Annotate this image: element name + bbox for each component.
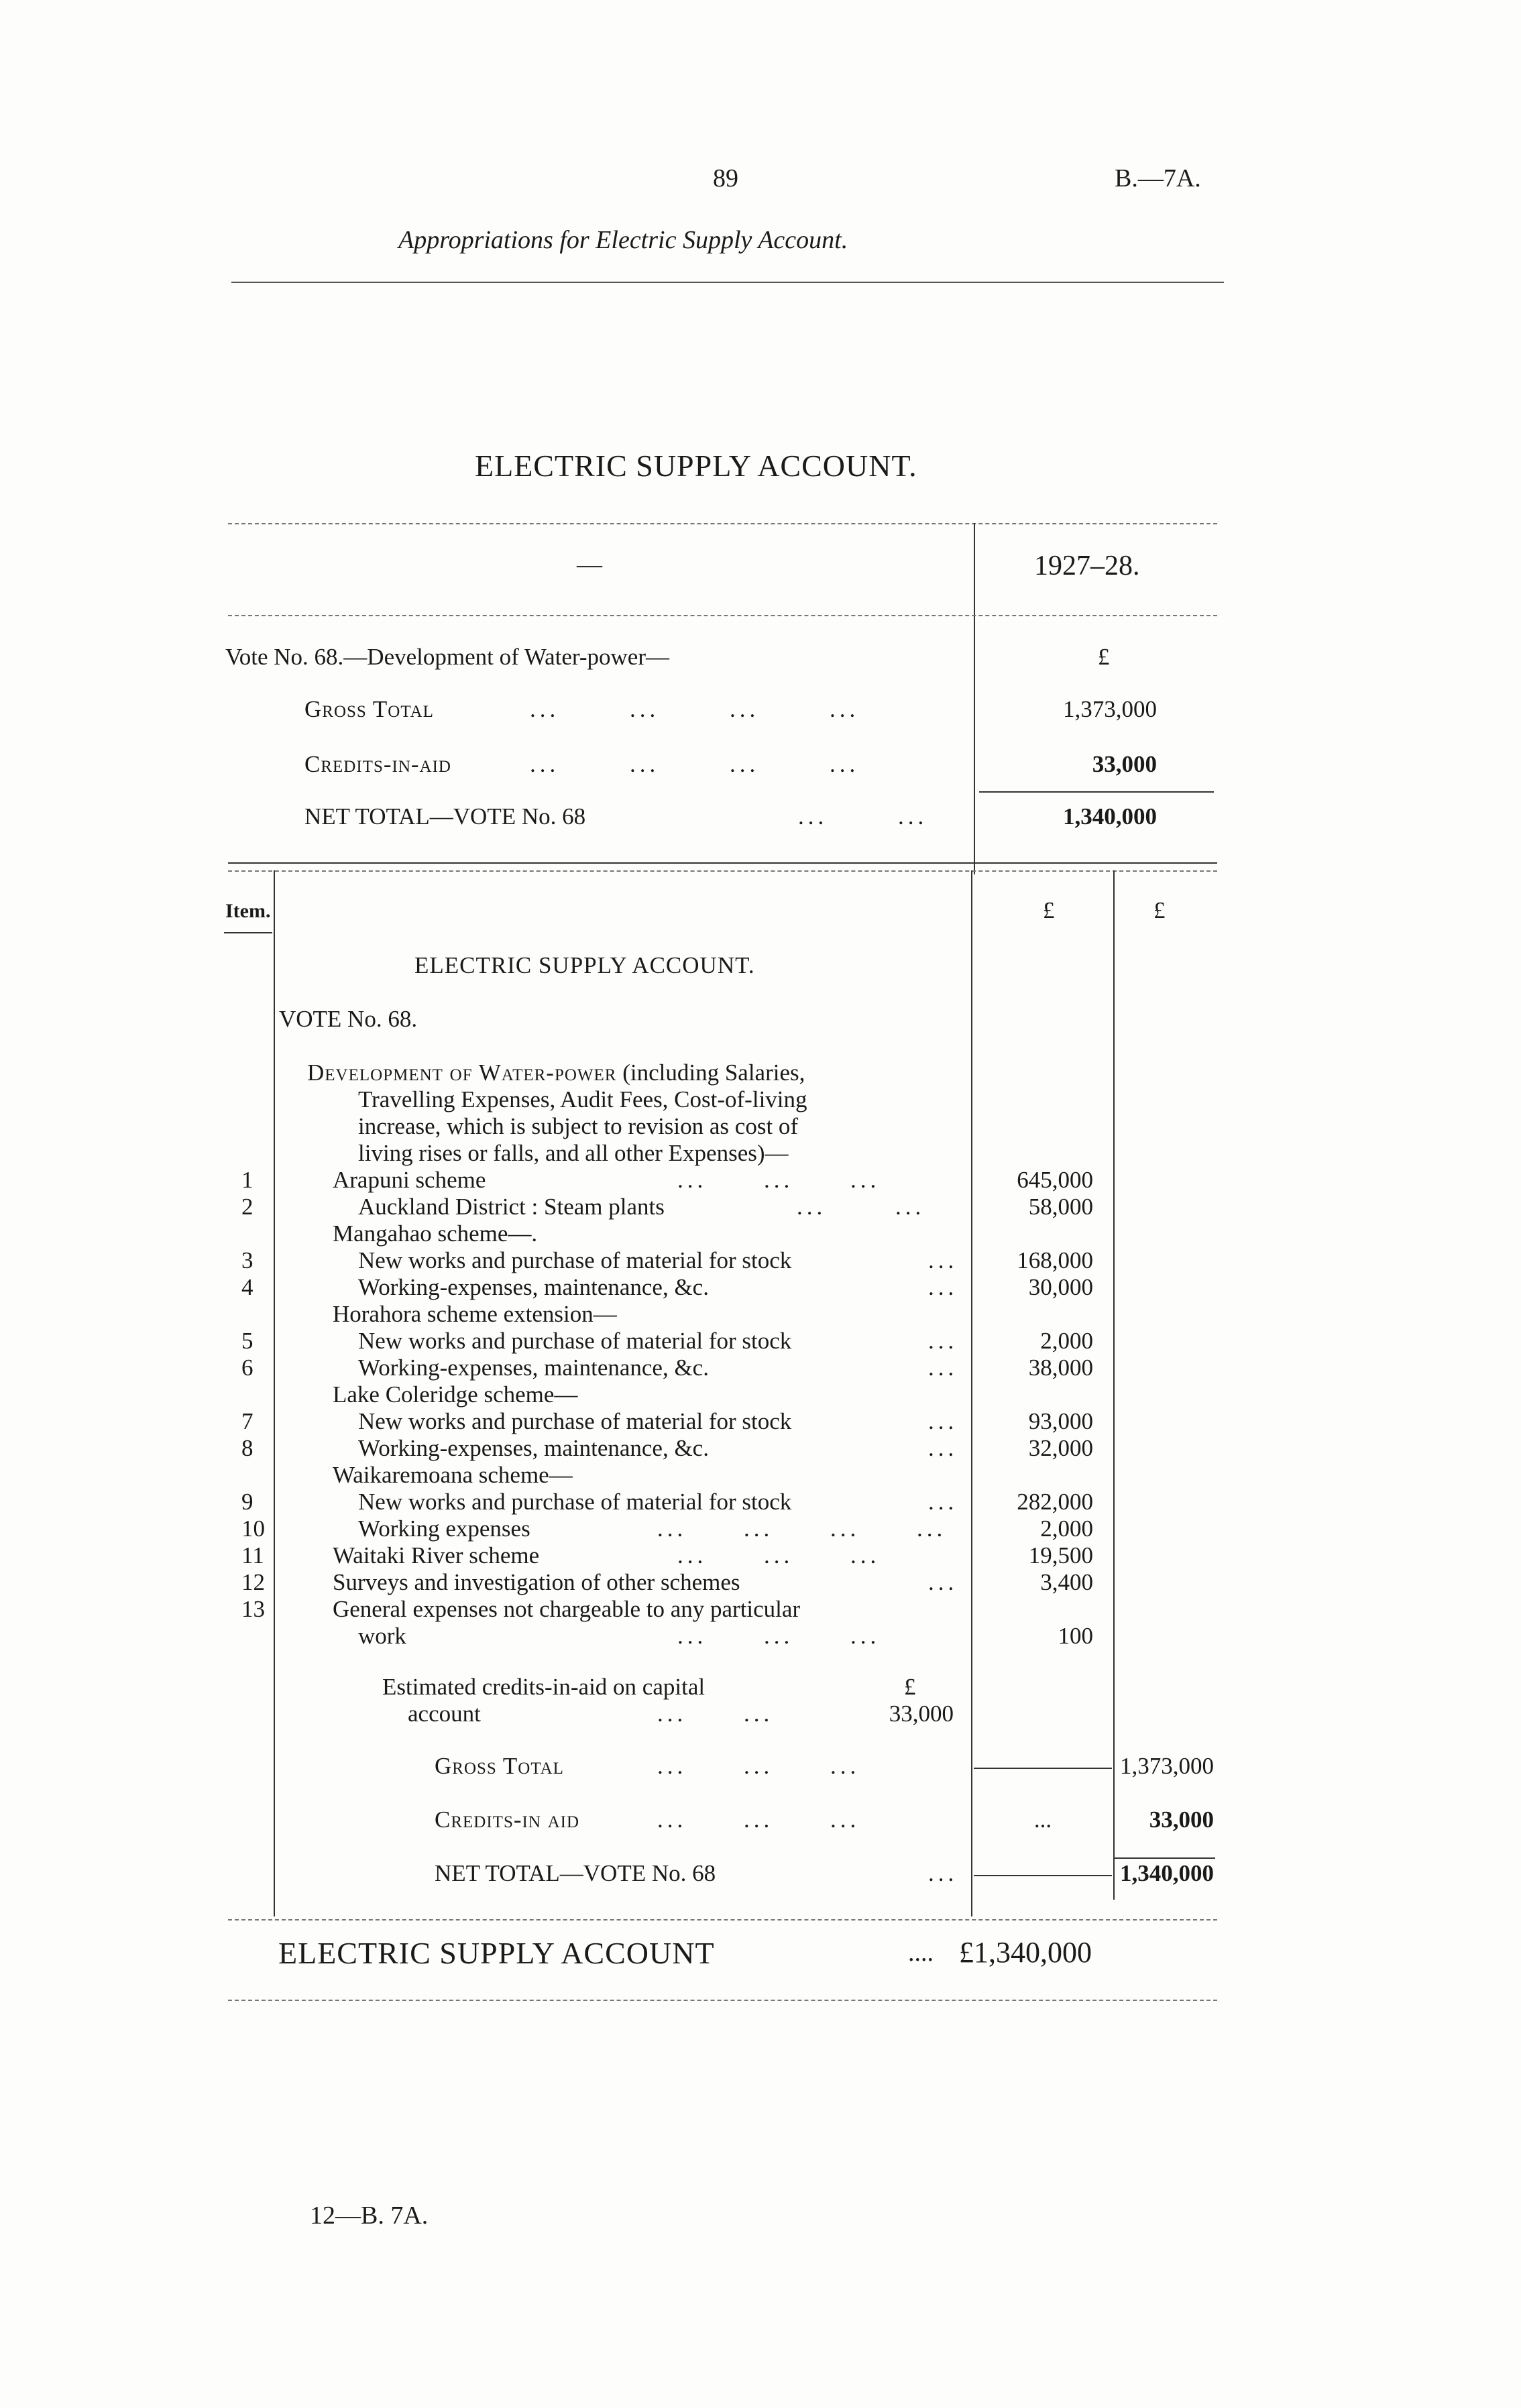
line-item bbox=[0, 1167, 1521, 1194]
line-item-text: Working-expenses, maintenance, &c. bbox=[358, 1355, 709, 1381]
detail-gross-total-rule bbox=[974, 1768, 1112, 1769]
line-item-number: 1 bbox=[241, 1167, 253, 1193]
line-item bbox=[0, 1435, 1521, 1462]
line-item-number: 6 bbox=[241, 1355, 253, 1381]
line-item-dots: ... bbox=[928, 1408, 958, 1434]
detail-credits-value: 33,000 bbox=[1149, 1807, 1214, 1833]
line-item-amount: 3,400 bbox=[1040, 1569, 1093, 1595]
line-item-text: Waikaremoana scheme— bbox=[333, 1462, 573, 1488]
summary-net-total-label: NET TOTAL—VOTE No. 68 bbox=[304, 803, 586, 829]
line-item bbox=[0, 1220, 1521, 1247]
section-divider-rule bbox=[228, 862, 1217, 864]
line-item-amount: 645,000 bbox=[1017, 1167, 1093, 1193]
line-item-text: Auckland District : Steam plants bbox=[358, 1194, 665, 1220]
line-item-dots: ... ... bbox=[797, 1194, 925, 1220]
detail-net-total-value-rule bbox=[1115, 1857, 1215, 1859]
footer-signature: 12—B. 7A. bbox=[310, 2201, 429, 2230]
line-item bbox=[0, 1274, 1521, 1301]
detail-gross-total-dots: ... ... ... bbox=[657, 1753, 860, 1779]
line-item-text: Arapuni scheme bbox=[333, 1167, 486, 1193]
summary-credits-label: Credits-in-aid bbox=[304, 751, 451, 777]
line-item-number: 12 bbox=[241, 1569, 265, 1595]
detail-net-total-label: NET TOTAL—VOTE No. 68 bbox=[435, 1860, 716, 1886]
document-reference: B.—7A. bbox=[1115, 164, 1201, 192]
line-item-text: Lake Coleridge scheme— bbox=[333, 1381, 578, 1408]
line-item-number: 7 bbox=[241, 1408, 253, 1434]
line-item-amount: 58,000 bbox=[1028, 1194, 1093, 1220]
line-item-text: Working-expenses, maintenance, &c. bbox=[358, 1274, 709, 1300]
line-item bbox=[0, 1596, 1521, 1623]
line-item-dots: ... ... ... bbox=[677, 1623, 881, 1649]
line-item bbox=[0, 1301, 1521, 1328]
detail-currency-2: £ bbox=[1153, 897, 1166, 923]
line-item bbox=[0, 1542, 1521, 1569]
detail-currency-1: £ bbox=[1043, 897, 1055, 923]
credits-note-dots: ... ... bbox=[657, 1701, 774, 1727]
line-item-text: Horahora scheme extension— bbox=[333, 1301, 617, 1327]
line-item bbox=[0, 1569, 1521, 1596]
line-item-text: Surveys and investigation of other schemes bbox=[333, 1569, 740, 1595]
line-item-dots: ... bbox=[928, 1328, 958, 1354]
line-item-amount: 19,500 bbox=[1028, 1542, 1093, 1568]
summary-year-header: 1927–28. bbox=[1034, 551, 1140, 581]
detail-intro-line-3: increase, which is subject to revision as cost of bbox=[358, 1113, 799, 1139]
credits-note-currency: £ bbox=[904, 1674, 916, 1700]
summary-vote-line: Vote No. 68.—Development of Water-power— bbox=[225, 644, 669, 670]
line-item-amount: 2,000 bbox=[1040, 1328, 1093, 1354]
line-item-text: Working expenses bbox=[358, 1515, 530, 1542]
summary-description-header: — bbox=[577, 551, 602, 579]
line-item-amount: 282,000 bbox=[1017, 1489, 1093, 1515]
line-item-number: 2 bbox=[241, 1194, 253, 1220]
line-item bbox=[0, 1623, 1521, 1650]
summary-header-rule bbox=[228, 615, 1217, 616]
line-item bbox=[0, 1515, 1521, 1542]
credits-note-amount: 33,000 bbox=[889, 1701, 954, 1727]
credits-note-line-1: Estimated credits-in-aid on capital bbox=[382, 1674, 706, 1700]
line-item-dots: ... bbox=[928, 1274, 958, 1300]
detail-item-header-rule bbox=[224, 932, 272, 933]
line-item-text: New works and purchase of material for stock bbox=[358, 1247, 792, 1273]
line-item-number: 9 bbox=[241, 1489, 253, 1515]
line-item bbox=[0, 1247, 1521, 1274]
section-divider-rule-2 bbox=[228, 870, 1217, 872]
line-item-text: Mangahao scheme—. bbox=[333, 1220, 538, 1247]
line-item-text: New works and purchase of material for stock bbox=[358, 1489, 792, 1515]
detail-intro bbox=[307, 1059, 805, 1086]
summary-net-total-value: 1,340,000 bbox=[1063, 803, 1157, 829]
line-item-dots: ... ... ... bbox=[677, 1167, 881, 1193]
line-item-dots: ... ... ... bbox=[677, 1542, 881, 1568]
summary-top-rule bbox=[228, 523, 1217, 524]
summary-credits-value: 33,000 bbox=[1092, 751, 1157, 777]
detail-bottom-rule bbox=[228, 1919, 1217, 1920]
grand-total-label: ELECTRIC SUPPLY ACCOUNT bbox=[278, 1936, 715, 1970]
detail-gross-total-label: Gross Total bbox=[435, 1753, 564, 1779]
summary-column-divider bbox=[974, 523, 975, 874]
line-item-amount: 2,000 bbox=[1040, 1515, 1093, 1542]
grand-total-dots: .... bbox=[908, 1939, 934, 1967]
line-item-number: 8 bbox=[241, 1435, 253, 1461]
page-subtitle: Appropriations for Electric Supply Account. bbox=[398, 226, 848, 254]
line-item-amount: 30,000 bbox=[1028, 1274, 1093, 1300]
line-item-dots: ... ... ... ... bbox=[657, 1515, 947, 1542]
line-item-dots: ... bbox=[928, 1355, 958, 1381]
line-item-number: 10 bbox=[241, 1515, 265, 1542]
line-item-dots: ... bbox=[928, 1435, 958, 1461]
detail-net-total-value: 1,340,000 bbox=[1120, 1860, 1214, 1886]
detail-credits-dots: ... ... ... bbox=[657, 1807, 860, 1833]
line-item-dots: ... bbox=[928, 1247, 958, 1273]
line-item-text: Waitaki River scheme bbox=[333, 1542, 540, 1568]
detail-intro-line-1: (including Salaries, bbox=[622, 1059, 805, 1086]
line-item-amount: 100 bbox=[1058, 1623, 1093, 1649]
line-item-dots: ... bbox=[928, 1569, 958, 1595]
page-number: 89 bbox=[713, 164, 738, 192]
detail-intro-line-2: Travelling Expenses, Audit Fees, Cost-of-living bbox=[358, 1086, 807, 1112]
summary-title: ELECTRIC SUPPLY ACCOUNT. bbox=[475, 449, 917, 483]
detail-item-header: Item. bbox=[225, 900, 271, 922]
grand-total-rule bbox=[228, 2000, 1217, 2001]
line-item-text: New works and purchase of material for stock bbox=[358, 1328, 792, 1354]
detail-net-total-dots: ... bbox=[928, 1860, 958, 1886]
detail-section-title: ELECTRIC SUPPLY ACCOUNT. bbox=[414, 952, 755, 978]
summary-net-total-dots: ... ... bbox=[798, 803, 928, 829]
line-item-text: Working-expenses, maintenance, &c. bbox=[358, 1435, 709, 1461]
line-item-number: 5 bbox=[241, 1328, 253, 1354]
detail-gross-total-value: 1,373,000 bbox=[1120, 1753, 1214, 1779]
detail-intro-lead: Development of Water-power bbox=[307, 1059, 617, 1086]
detail-credits-label: Credits-in aid bbox=[435, 1807, 580, 1833]
line-item bbox=[0, 1381, 1521, 1408]
line-item-dots: ... bbox=[928, 1489, 958, 1515]
line-item-amount: 93,000 bbox=[1028, 1408, 1093, 1434]
line-item-amount: 38,000 bbox=[1028, 1355, 1093, 1381]
line-item-text: work bbox=[358, 1623, 406, 1649]
line-item bbox=[0, 1328, 1521, 1355]
summary-gross-total-dots: ... ... ... ... bbox=[530, 696, 860, 722]
line-item-number: 3 bbox=[241, 1247, 253, 1273]
grand-total-value: £1,340,000 bbox=[959, 1936, 1092, 1969]
line-item-number: 4 bbox=[241, 1274, 253, 1300]
summary-gross-total-label: Gross Total bbox=[304, 696, 434, 722]
header-rule bbox=[231, 282, 1224, 283]
detail-intro-line-4: living rises or falls, and all other Expenses)— bbox=[358, 1140, 789, 1166]
line-item-text: General expenses not chargeable to any particular bbox=[333, 1596, 801, 1622]
summary-gross-total-value: 1,373,000 bbox=[1063, 696, 1157, 722]
line-item-number: 11 bbox=[241, 1542, 264, 1568]
line-item-number: 13 bbox=[241, 1596, 265, 1622]
summary-credits-dots: ... ... ... ... bbox=[530, 751, 860, 777]
detail-vote-title: VOTE No. 68. bbox=[279, 1006, 418, 1032]
line-item-amount: 168,000 bbox=[1017, 1247, 1093, 1273]
line-item bbox=[0, 1462, 1521, 1489]
line-item-text: New works and purchase of material for stock bbox=[358, 1408, 792, 1434]
credits-note-line-2: account bbox=[408, 1701, 481, 1727]
line-item bbox=[0, 1408, 1521, 1435]
detail-net-total-rule bbox=[974, 1875, 1112, 1876]
line-item bbox=[0, 1489, 1521, 1515]
line-item-amount: 32,000 bbox=[1028, 1435, 1093, 1461]
summary-sum-rule bbox=[979, 791, 1214, 793]
line-item bbox=[0, 1194, 1521, 1220]
line-item bbox=[0, 1355, 1521, 1381]
detail-credits-col1: ... bbox=[1033, 1807, 1052, 1833]
summary-currency: £ bbox=[1098, 644, 1110, 670]
